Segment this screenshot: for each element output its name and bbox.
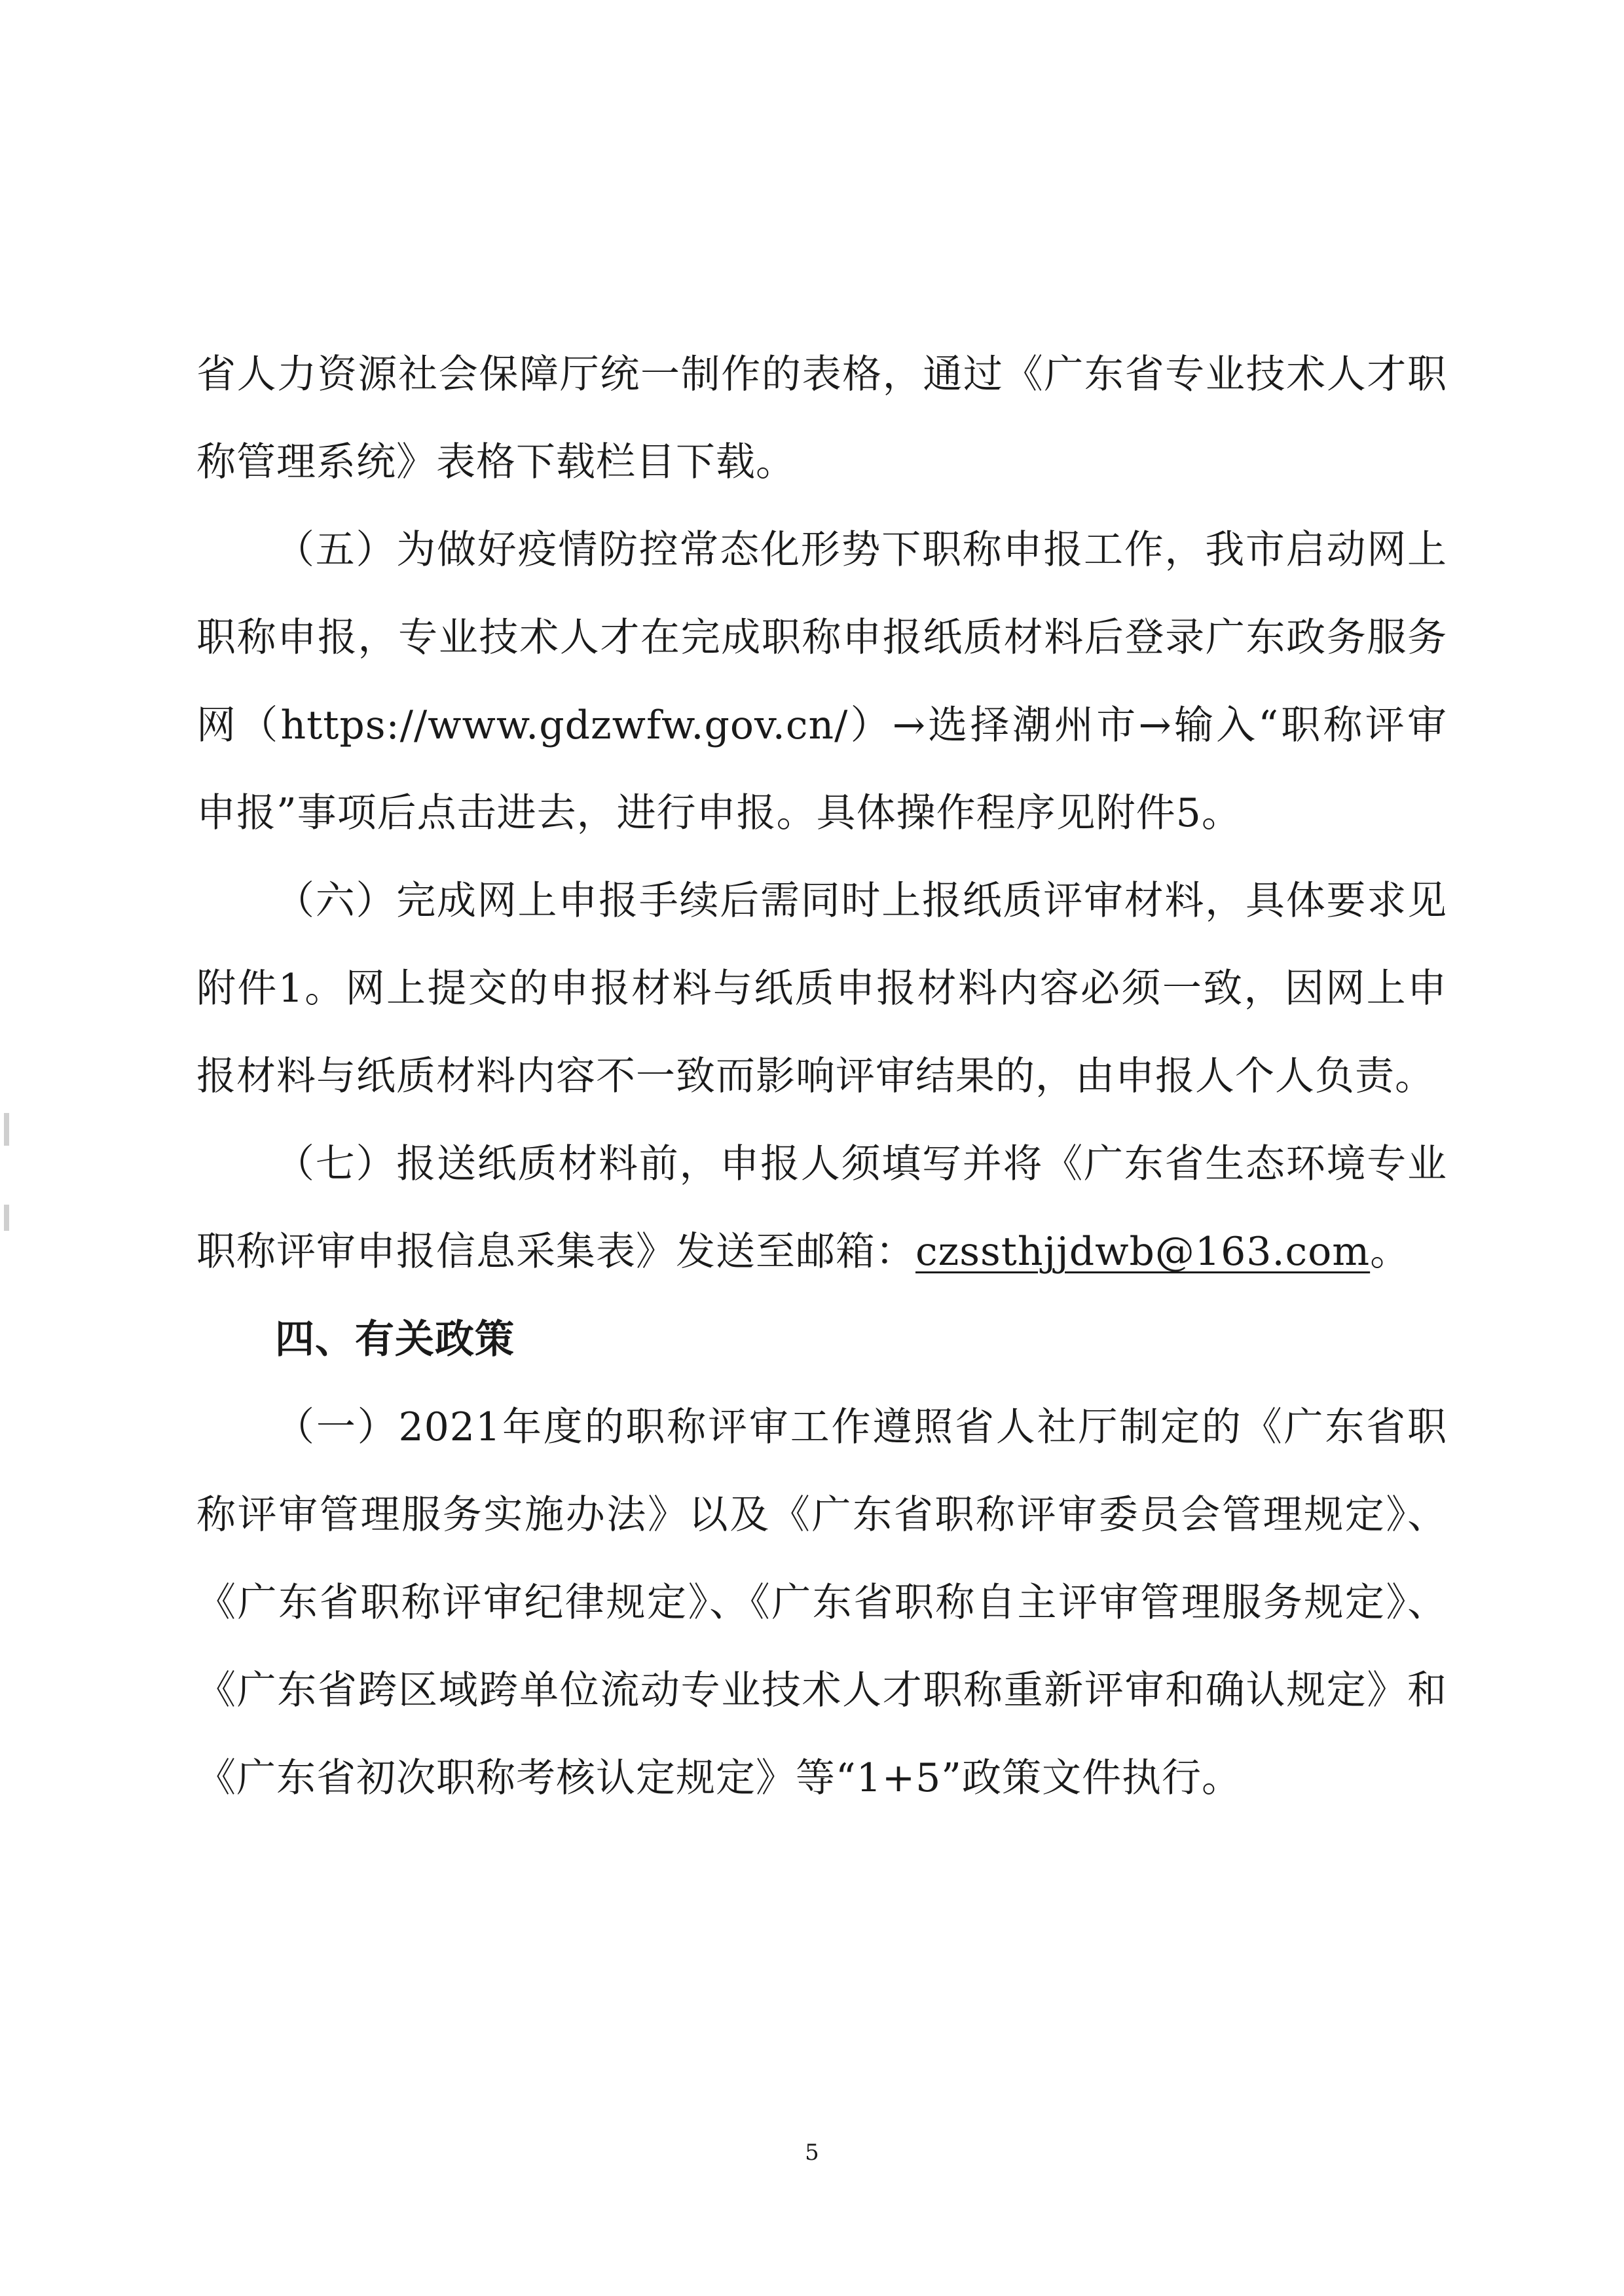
page-number: 5 [805,2140,819,2166]
paragraph-item-7 [196,1120,1447,1296]
paragraph-item-7-end: 。 [1370,1229,1411,1275]
paragraph-item-5: （五）为做好疫情防控常态化形势下职称申报工作，我市启动网上职称申报，专业技术人才在完成职称申报纸质材料后登录广东政务服务网（https://www.gdzwfw.gov.cn/）→选择潮州市→输入“职称评审申报”事项后点击进去，进行申报。具体操作程序见附件5。 [196,527,1447,836]
paragraph-item-6: （六）完成网上申报手续后需同时上报纸质评审材料，具体要求见附件1。网上提交的申报材料与纸质申报材料内容必须一致，因网上申报材料与纸质材料内容不一致而影响评审结果的，由申报人个人负责。 [196,878,1447,1099]
document-body [196,331,1447,1822]
paragraph-item-7-text: （七）报送纸质材料前，申报人须填写并将《广东省生态环境专业职称评审申报信息采集表》发送至邮箱： [196,1141,1447,1275]
paragraph-continuation: 省人力资源社会保障厅统一制作的表格，通过《广东省专业技术人才职称管理系统》表格下载栏目下载。 [196,352,1447,485]
scan-mark [4,1113,9,1146]
paragraph-policy-1: （一）2021年度的职称评审工作遵照省人社厅制定的《广东省职称评审管理服务实施办法》以及《广东省职称评审委员会管理规定》、《广东省职称评审纪律规定》、《广东省职称自主评审管理服务规定》、《广东省跨区域跨单位流动专业技术人才职称重新评审和确认规定》和《广东省初次职称考核认定规定》等“1+5”政策文件执行。 [196,1404,1447,1801]
section-heading: 四、有关政策 [275,1317,515,1362]
scan-mark [4,1205,9,1231]
email-address[interactable]: czssthjjdwb@163.com [915,1229,1371,1275]
